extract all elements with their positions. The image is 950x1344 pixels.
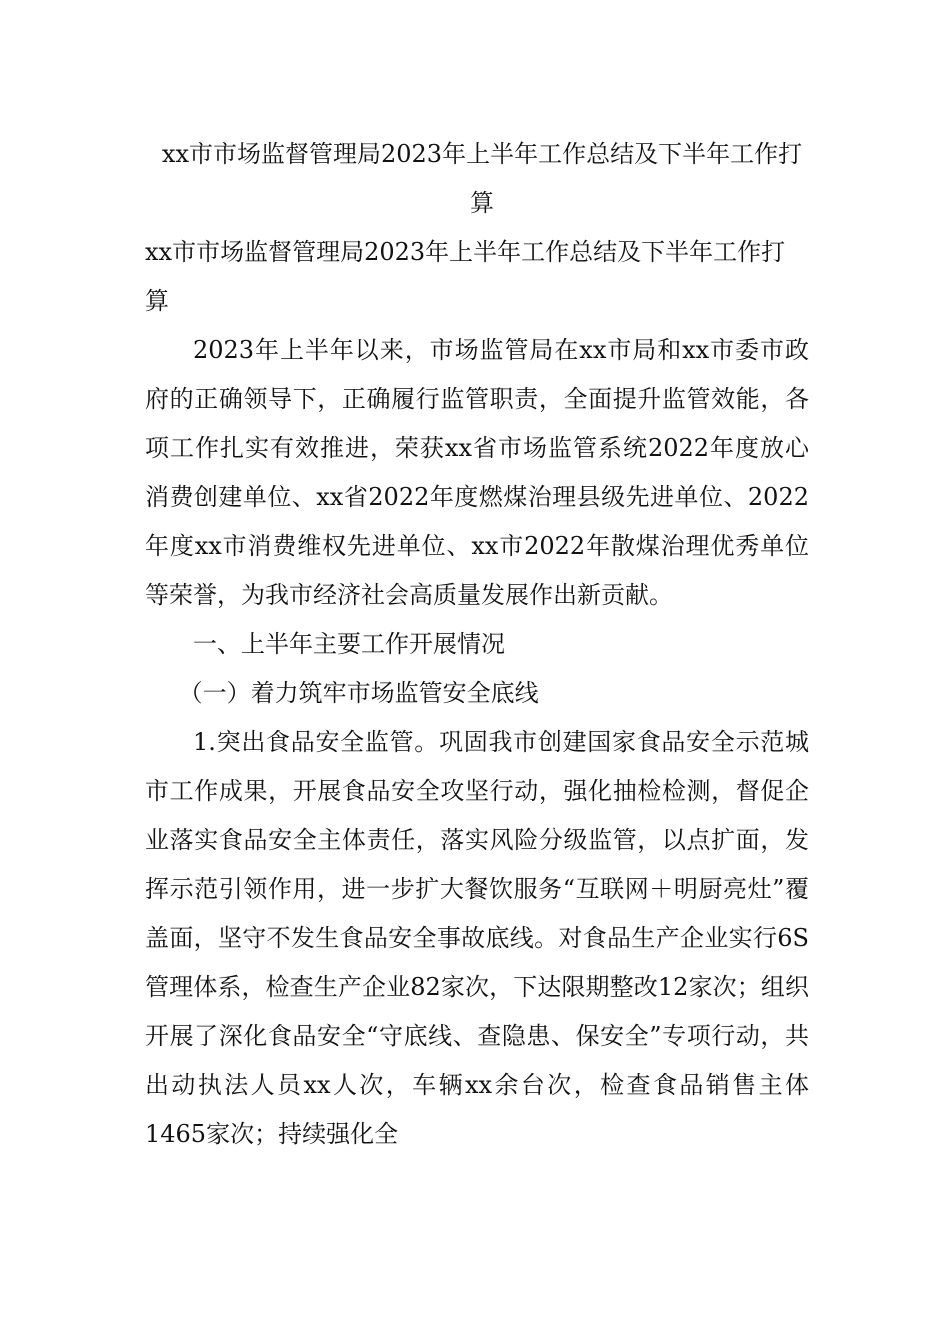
section-heading: 一、上半年主要工作开展情况 [193,630,505,658]
document-title: xx市市场监督管理局2023年上半年工作总结及下半年工作打算 [161,140,803,217]
subsection-heading: （一）着力筑牢市场监管安全底线 [178,679,539,707]
intro-paragraph: 2023年上半年以来，市场监管局在xx市局和xx市委市政府的正确领导下，正确履行监管职责，全面提升监管效能，各项工作扎实有效推进，荣获xx省市场监管系统2022年度放心消费创建单位、xx省2022年度燃煤治理县级先进单位、2022年度xx市消费维权先进单位、xx市2022年散煤治理优秀单位等荣誉，为我市经济社会高质量发展作出新贡献。 [145,336,809,609]
item-paragraph: 1.突出食品安全监管。巩固我市创建国家食品安全示范城市工作成果，开展食品安全攻坚行动，强化抽检检测，督促企业落实食品安全主体责任，落实风险分级监管，以点扩面，发挥示范引领作用，进一步扩大餐饮服务“互联网＋明厨亮灶”覆盖面，坚守不发生食品安全事故底线。对食品生产企业实行6S管理体系，检查生产企业82家次，下达限期整改12家次；组织开展了深化食品安全“守底线、查隐患、保安全”专项行动，共出动执法人员xx人次，车辆xx余台次，检查食品销售主体1465家次；持续强化全 [145,728,809,1148]
document-subtitle: xx市市场监督管理局2023年上半年工作总结及下半年工作打算 [145,238,786,315]
document-body [145,130,809,1159]
